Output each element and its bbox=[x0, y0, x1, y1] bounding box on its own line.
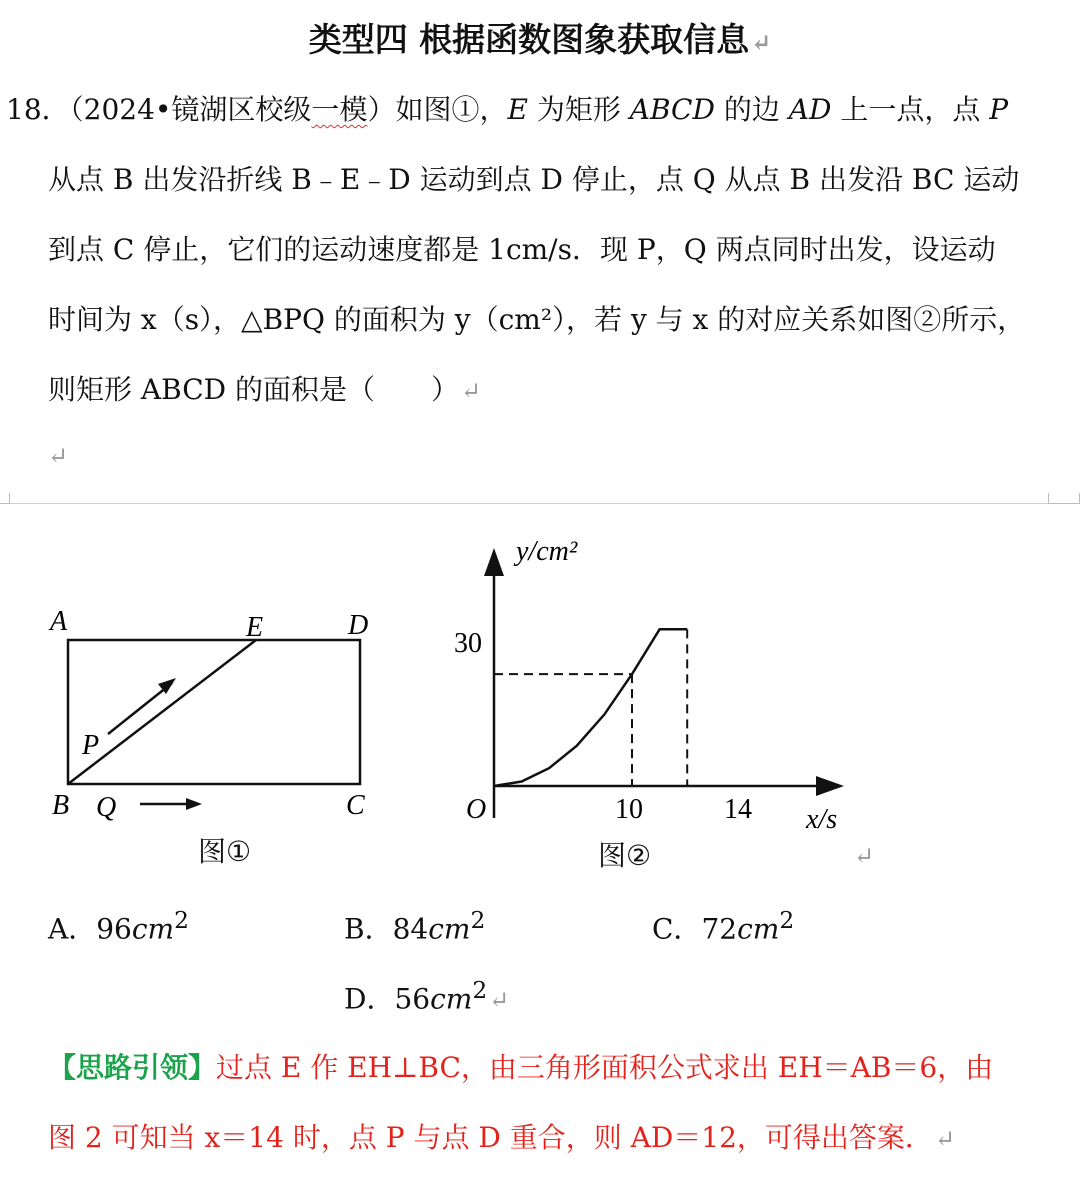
page-corner-mark-right bbox=[1048, 493, 1080, 504]
hint-tag: 【思路引领】 bbox=[48, 1051, 217, 1084]
figure-2-graph bbox=[420, 528, 860, 844]
q-direction-arrowhead bbox=[186, 798, 202, 810]
point-d-label: D bbox=[348, 610, 369, 641]
figure-1-rectangle bbox=[40, 596, 380, 832]
problem-number: 18． bbox=[6, 93, 70, 126]
problem-line-1: 18．（2024•镜湖区校级一模）如图①，E 为矩形 ABCD 的边 AD 上一点，点 P bbox=[6, 93, 1009, 126]
point-q-label: Q bbox=[96, 792, 117, 823]
x-axis-arrowhead bbox=[816, 776, 844, 796]
option-c[interactable]: C．$72cm^2$ bbox=[652, 906, 795, 946]
page-title: 类型四 根据函数图象获取信息↵ bbox=[308, 20, 772, 59]
empty-paragraph-mark: ↵ bbox=[48, 442, 69, 470]
segment-be bbox=[68, 640, 256, 784]
point-p-label: P bbox=[82, 730, 100, 761]
hint-line-2: 图 2 可知当 x＝14 时，点 P 与点 D 重合，则 AD＝12，可得出答案．↵ bbox=[48, 1121, 956, 1154]
y-axis-label: y/cm² bbox=[516, 536, 578, 567]
point-c-label: C bbox=[346, 790, 365, 821]
point-e-label: E bbox=[246, 612, 264, 643]
option-a[interactable]: A．$96cm^2$ bbox=[48, 906, 189, 946]
problem-line-3: 到点 C 停止，它们的运动速度都是 1cm/s．现 P，Q 两点同时出发，设运动 bbox=[48, 233, 996, 266]
point-a-label: A bbox=[50, 606, 68, 637]
option-b[interactable]: B．$84cm^2$ bbox=[344, 906, 486, 946]
y-tick-30: 30 bbox=[454, 628, 482, 659]
hint-line-1: 【思路引领】过点 E 作 EH⊥BC，由三角形面积公式求出 EH＝AB＝6，由 bbox=[48, 1051, 994, 1084]
point-b-label: B bbox=[52, 790, 70, 821]
y-axis-arrowhead bbox=[484, 548, 504, 576]
problem-line-5: 则矩形 ABCD 的面积是（ ）↵ bbox=[48, 373, 482, 406]
function-curve bbox=[494, 629, 687, 786]
origin-label: O bbox=[466, 794, 487, 825]
page-break-line bbox=[0, 503, 1080, 504]
spellcheck-underlined-word: 一模 bbox=[311, 93, 368, 126]
page-corner-mark-left bbox=[0, 493, 10, 504]
figure-1-caption: 图① bbox=[198, 835, 252, 868]
figure-2-caption: 图② bbox=[598, 839, 652, 872]
x-axis-label: x/s bbox=[806, 804, 838, 835]
x-tick-14: 14 bbox=[724, 794, 752, 825]
p-direction-arrow bbox=[108, 683, 172, 734]
x-tick-10: 10 bbox=[615, 794, 643, 825]
rectangle-abcd bbox=[68, 640, 360, 784]
return-mark: ↵ bbox=[854, 842, 875, 870]
problem-line-2: 从点 B 出发沿折线 B﹣E﹣D 运动到点 D 停止，点 Q 从点 B 出发沿 BC 运动 bbox=[48, 163, 1020, 196]
problem-line-4: 时间为 x（s），△BPQ 的面积为 y（cm²），若 y 与 x 的对应关系如图②所示， bbox=[48, 303, 1026, 336]
option-d[interactable]: D．$56cm^2↵$ bbox=[344, 976, 510, 1016]
